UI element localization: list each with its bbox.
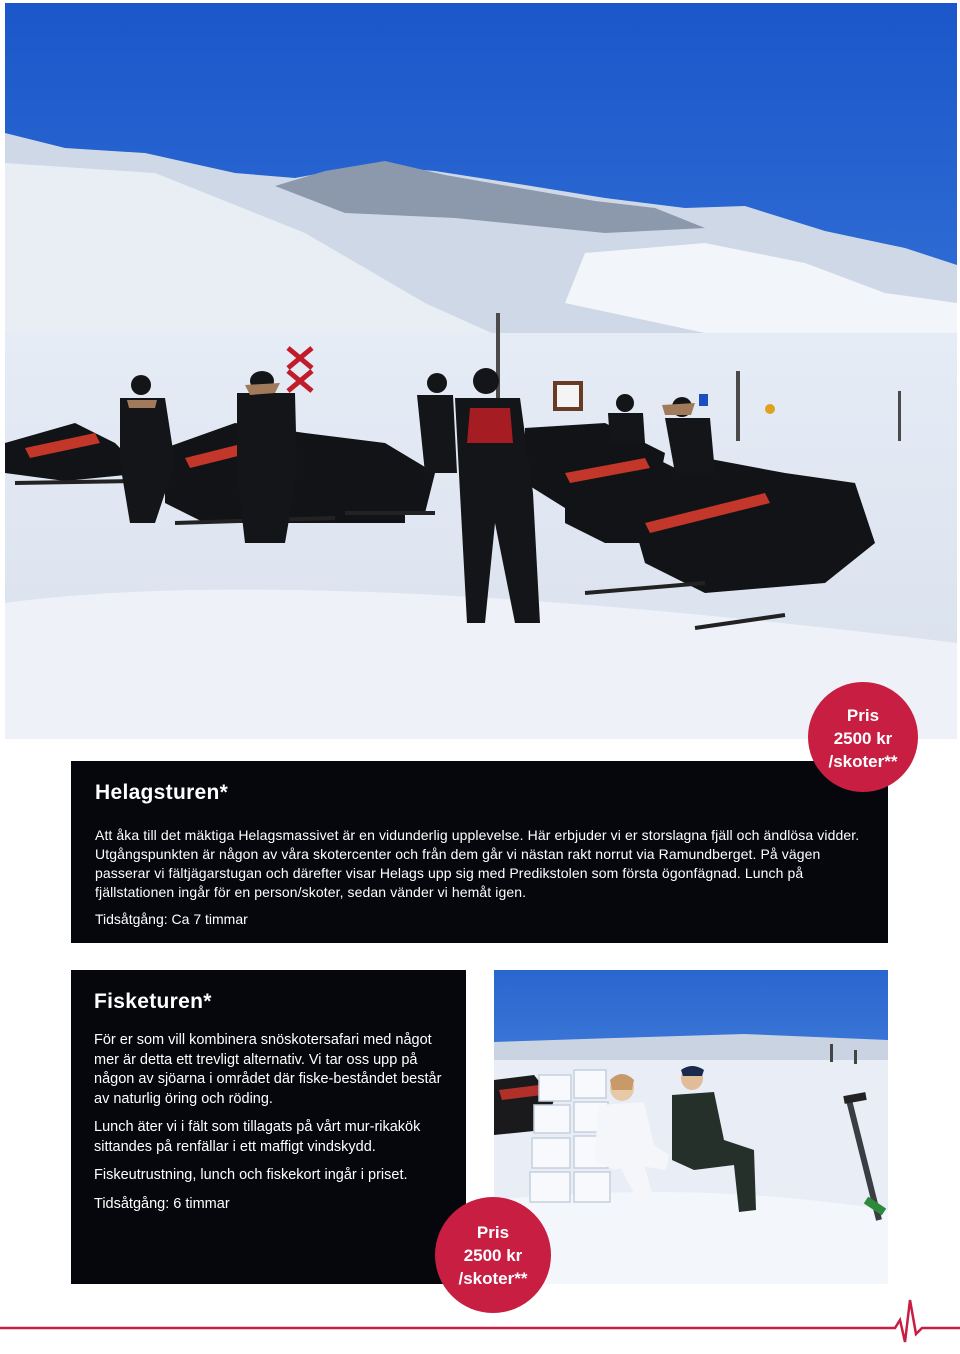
fishing-photo (494, 970, 888, 1284)
price-unit: /skoter** (828, 752, 898, 771)
snowmobile-group-photo (5, 3, 957, 739)
heartbeat-line-icon (0, 1290, 960, 1354)
ice-fishing-photo (494, 970, 888, 1284)
fisketuren-paragraph-1: För er som vill kombinera snöskotersafari med något mer är detta ett trevligt alternativ. Vi tar oss upp på någon av sjöarna i området där fiske-beståndet består av naturlig öring och röding. (94, 1032, 442, 1107)
price-amount: 2500 kr (463, 1246, 523, 1265)
fisketuren-duration: Tidsåtgång: 6 timmar (94, 1195, 230, 1212)
helagsturen-section (71, 761, 888, 943)
helagsturen-description: Att åka till det mäktiga Helagsmassivet är en vidunderlig upplevelse. Här erbjuder vi er storslagna fjäll och ändlösa vidder. Utgångspunkten är någon av våra skotercenter och från dem går vi nästan rakt norrut via Ramundberget. På vägen passerar vi fältjägarstugan och därefter visar Helags upp sig med Predikstolen som första ögonfägnad. Lunch på fjällstationen ingår för en person/skoter, sedan vänder vi hemåt igen. (95, 827, 860, 900)
hero-photo (5, 3, 957, 739)
helagsturen-title: Helagsturen* (95, 781, 229, 804)
price-label: Pris (846, 706, 880, 725)
price-unit: /skoter** (458, 1269, 528, 1288)
fisketuren-section (71, 970, 466, 1284)
fisketuren-paragraph-3: Fiskeutrustning, lunch och fiskekort ingår i priset. (94, 1167, 408, 1183)
price-amount: 2500 kr (833, 729, 893, 748)
price-label: Pris (476, 1223, 510, 1242)
fisketuren-paragraph-2: Lunch äter vi i fält som tillagats på vårt mur-rikakök sittandes på renfällar i ett maffigt vindskydd. (94, 1119, 421, 1155)
helagsturen-price-badge (808, 682, 918, 792)
fisketuren-title: Fisketuren* (94, 990, 212, 1013)
helagsturen-duration: Tidsåtgång: Ca 7 timmar (95, 911, 248, 927)
